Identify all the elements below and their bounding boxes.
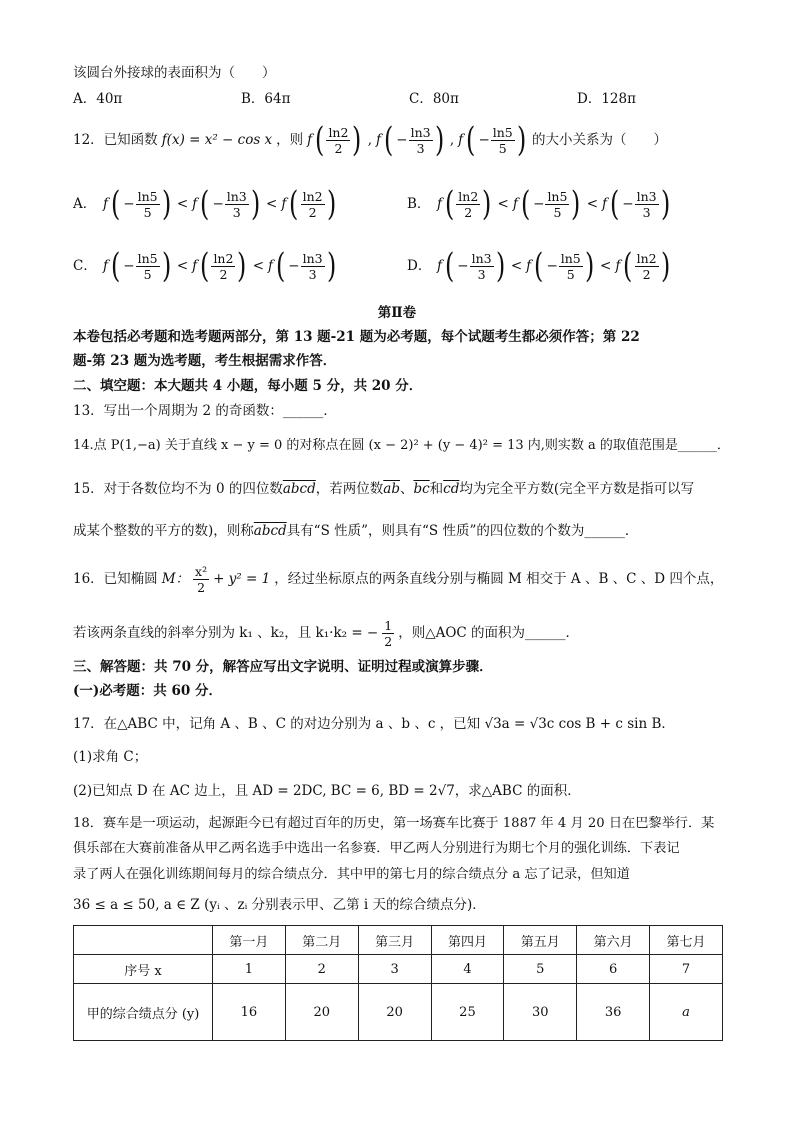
q18-line3: 录了两人在强化训练期间每月的综合绩点分．其中甲的第七月的综合绩点分 a 忘了记录，但知道 (73, 867, 630, 882)
q16-line1: 16．已知椭圆 M： $\frac{\text{x²}}{2}$ + y² = 1 ，经过坐标原点的两条直线分别与椭圆 M 相交于 A 、B 、C 、D 四个点， (73, 563, 724, 595)
q18-line1: 18．赛车是一项运动，起源距今已有超过百年的历史，第一场赛车比赛于 1887 年 4 月 20 日在巴黎举行．某 (73, 816, 715, 831)
q11-options (73, 89, 724, 109)
section-2-intro-line1: 本卷包括必考题和选考题两部分，第 13 题-21 题为必考题，每个试题考生都必须作答；第 22 (73, 329, 640, 345)
q12-option-c: C． f ( − $\frac{\ln 5}{5}$ ) < f ( $\frac{\ln 2}{2}$ ) < f ( − $\frac{\ln 3}{3}$ ) (73, 246, 336, 286)
q17-part2: (2)已知点 D 在 AC 边上，且 AD = 2DC, BC = 6, BD = 2√7，求△ABC 的面积． (73, 783, 581, 799)
section-2-title: 第Ⅱ卷 (377, 305, 417, 321)
q12-option-d: D． f ( − $\frac{\ln 3}{3}$ ) < f ( − $\frac{\ln 5}{5}$ ) < f ( $\frac{\ln 2}{2}$ ) (407, 246, 670, 286)
table-row: 甲的综合绩点分 (y) 16 20 20 25 30 36 a (74, 984, 723, 1041)
q15-line2: 成某个整数的平方的数)，则称abcd具有“S 性质”，则具有“S 性质”的四位数的个数为______． (73, 523, 639, 539)
table-header-row: 第一月 第二月 第三月 第四月 第五月 第六月 第七月 (74, 926, 723, 955)
q14-text: 14.点 P(1,−a) 关于直线 x − y = 0 的对称点在圆 (x − 2)² + (y − 4)² = 13 内,则实数 a 的取值范围是______． (73, 438, 730, 453)
q11-option-b: B．64π (241, 91, 291, 107)
fill-in-header: 二、填空题：本大题共 4 小题，每小题 5 分，共 20 分． (73, 378, 423, 394)
q12-function-def: f(x) = x² − cos x (161, 132, 273, 148)
q11-tail-text: 该圆台外接球的表面积为（ ） (73, 65, 276, 81)
answer-section-header: 三、解答题：共 70 分，解答应写出文字说明、证明过程或演算步骤． (73, 659, 493, 675)
required-questions-header: (一)必考题：共 60 分． (73, 683, 222, 699)
q18-line4: 36 ≤ a ≤ 50, a ∈ Z (yᵢ 、zᵢ 分别表示甲、乙第 i 天的综合绩点分)． (73, 897, 486, 913)
q18-score-table (73, 925, 723, 1041)
q12-option-b: B． f ( $\frac{\ln 2}{2}$ ) < f ( − $\frac{\ln 5}{5}$ ) < f ( − $\frac{\ln 3}{3}$ ) (407, 184, 670, 224)
q13-text: 13．写出一个周期为 2 的奇函数：______． (73, 403, 337, 419)
q17-stem: 17．在△ABC 中，记角 A 、B 、C 的对边分别为 a 、b 、c ，已知 √3a = √3c cos B + c sin B． (73, 716, 675, 732)
q11-option-c: C．80π (409, 91, 459, 107)
q16-line2: 若该两条直线的斜率分别为 k₁ 、k₂，且 k₁·k₂ = − $\frac{1}{2}$ ，则△AOC 的面积为______． (73, 617, 580, 649)
q17-part1: (1)求角 C； (73, 749, 148, 765)
q15-line1: 15．对于各数位均不为 0 的四位数abcd，若两位数$\overline{ab}$、$\overline{bc}$和$\overline{cd}$均为完全平方数(完全平方数是指可以写 (73, 481, 695, 497)
q11-option-d: D．128π (577, 91, 636, 107)
table-row: 序号 x 1 2 3 4 5 6 7 (74, 955, 723, 984)
section-2-intro-line2: 题-第 23 题为选考题，考生根据需求作答． (73, 353, 337, 369)
q11-option-a: A．40π (73, 91, 123, 107)
q18-line2: 俱乐部在大赛前准备从甲乙两名选手中选出一名参赛．甲乙两人分别进行为期七个月的强化训练．下表记 (73, 841, 680, 856)
q12-stem: 12．已知函数 f(x) = x² − cos x ，则 f ( $\frac{\ln 2}{2}$ ) , f ( − $\frac{\ln 3}{3}$ ) , f ( − $\frac{\ln 5}{5}$ ) 的大小关系为（ ） (73, 120, 668, 160)
q12-option-a: A． f ( − $\frac{\ln 5}{5}$ ) < f ( − $\frac{\ln 3}{3}$ ) < f ( $\frac{\ln 2}{2}$ ) (73, 184, 336, 224)
